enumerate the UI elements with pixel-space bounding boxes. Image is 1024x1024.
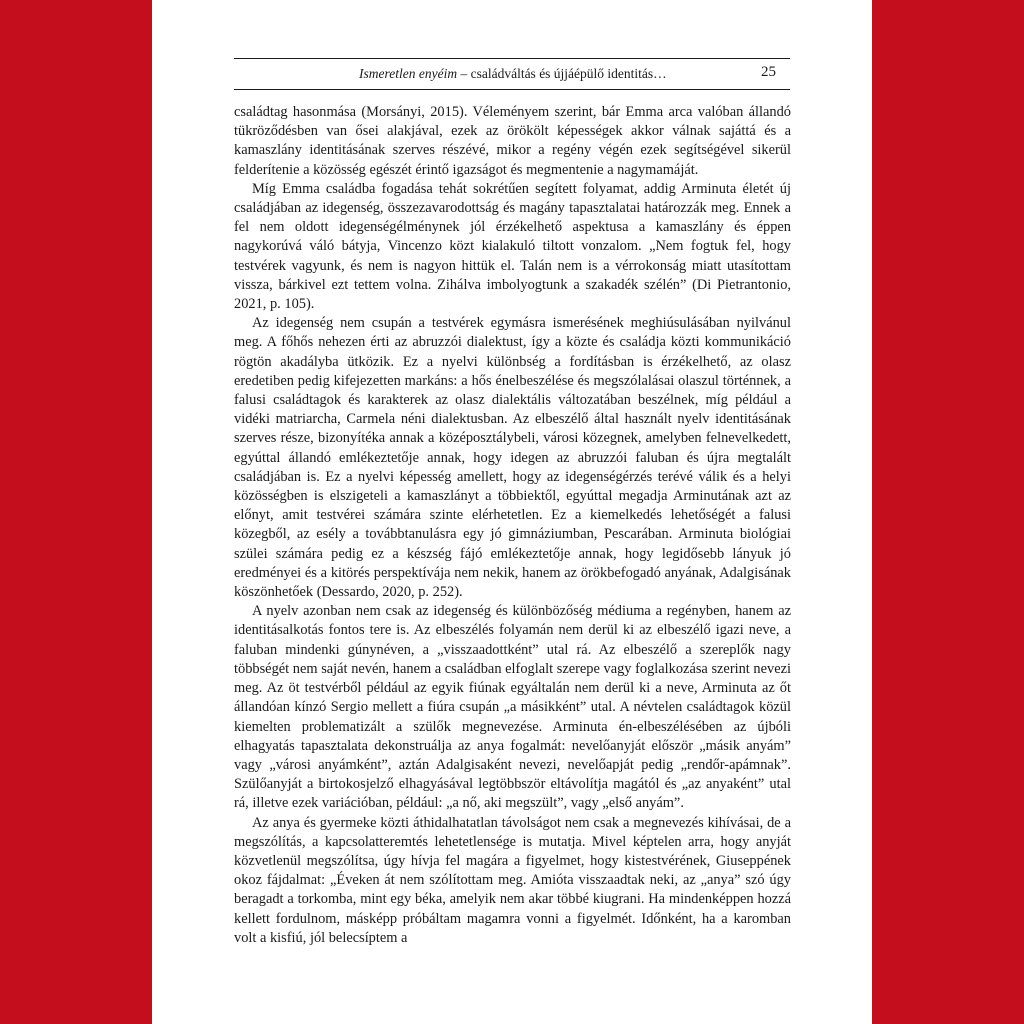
body-text <box>234 103 791 948</box>
book-page <box>152 0 872 1024</box>
right-red-band <box>872 0 1024 1024</box>
page-number: 25 <box>761 64 776 80</box>
paragraph: A nyelv azonban nem csak az idegenség és különbözőség médiuma a regényben, hanem az identitásalkotás fontos tere is. Az elbeszélés folyamán nem derül ki az elbeszélő igazi neve, a faluban mindenki gúnynéven, a „visszaadottként” utal rá. Az elbeszélő a szereplők nagy többségét nem saját nevén, hanem a családban elfoglalt szerepe vagy foglalkozása szerint nevezi meg. Az öt testvérből például az egyik fiúnak egyáltalán nem derül ki a neve, Arminuta az őt állandóan kínzó Sergio mellett a fiúra csupán „a másikként” utal. A névtelen családtagok közül kiemelten problematizált a szülők megnevezése. Arminuta én-elbeszélésében az újbóli elhagyatás tapasztalata dekonstruálja az anya fogalmát: nevelőanyját először „másik anyám” vagy „városi anyámként”, aztán Adalgisaként nevezi, nevelőapját pedig „rendőr-apámnak”. Szülőanyját a birtokosjelző elhagyásával legtöbbször eltávolítja magától és „az anyaként” utal rá, illetve ezek variációban, például: „a nő, aki megszült”, vagy „első anyám”. <box>234 603 791 812</box>
running-title-rest: – családváltás és újjáépülő identitás… <box>457 66 667 81</box>
paragraph: Az anya és gyermeke közti áthidalhatatlan távolságot nem csak a megnevezés kihívásai, de a megszólítás, a kapcsolatteremtés lehetetlensége is mutatja. Mivel képtelen arra, hogy anyját közvetlenül megszólítsa, úgy hívja fel magára a figyelmet, hogy kistestvérének, Giuseppének okoz fájdalmat: „Éveken át nem szólítottam meg. Amióta visszaadtak neki, az „anya” szó úgy beragadt a torkomba, mint egy béka, amelyik nem akar többé kiugrani. Ha mindenképpen hozzá kellett fordulnom, másképp próbáltam magamra vonni a figyelmét. Időnként, ha a karomban volt a kisfiú, jól belecsíptem a <box>234 814 791 946</box>
left-red-band <box>0 0 152 1024</box>
running-title <box>359 66 667 82</box>
running-title-italic: Ismeretlen enyéim <box>359 66 458 81</box>
paragraph: Az idegenség nem csupán a testvérek egymásra ismerésének meghiúsulásában nyilvánul meg. A főhős nehezen érti az abruzzói dialektust, így a közte és családja közti kommunikáció rögtön akadályba ütközik. Ez a nyelvi különbség a fordításban is érzékelhető, az olasz eredetiben pedig kifejezetten markáns: a hős énelbeszélése és megszólalásai olaszul történnek, a falusi családtagok és karakterek az olasz dialektális változatában beszélnek, míg például a vidéki matriarcha, Carmela néni dialektusban. Az elbeszélő által használt nyelv identitásának szerves része, bizonyítéka annak a középosztálybeli, városi közegnek, amelyben felnevelkedett, egyúttal állandó emlékeztetője annak, hogy idegen az abruzzói faluban és újra megtalált családjában is. Ez a nyelvi képesség amellett, hogy az idegenségérzés terévé válik és a helyi közösségben is elszigeteli a kamaszlányt a többiektől, egyúttal megadja Arminutának azt az előnyt, amit testvérei számára szinte elérhetetlen. Ez a kiemelkedés lehetőségét a falusi közegből, az esély a továbbtanulásra egy jó gimnáziumban, Pescarában. Arminuta biológiai szülei számára pedig ez a készség fájó emlékeztetője annak, hogy legidősebb lányuk jó eredményei és a kitörés perspektívája nem nekik, hanem az örökbefogadó anyának, Adalgisának köszönhetőek (Dessardo, 2020, p. 252). <box>234 315 791 601</box>
paragraph: Míg Emma családba fogadása tehát sokrétűen segített folyamat, addig Arminuta életét új családjában az idegenség, összezavarodottság és magány tapasztalatai határozzák meg. Ennek a fel nem oldott idegenségélménynek jól érzékelhető aspektusa a kamaszlány és éppen nagykorúvá váló bátyja, Vincenzo közt kialakuló tiltott vonzalom. „Nem fogtuk fel, hogy testvérek vagyunk, és nem is nagyon hittük el. Talán nem is a vérrokonság miatt utasítottam vissza, bárkivel ezt tettem volna. Zihálva imbolyogtunk a szakadék szélén” (Di Pietrantonio, 2021, p. 105). <box>234 180 791 313</box>
paragraph: családtag hasonmása (Morsányi, 2015). Véleményem szerint, bár Emma arca valóban állandó tükröződésben van ősei alakjával, ezek az örökölt képességek akkor válnak sajáttá és a kamaszlány identitásának szerves részévé, mikor a regény végén ezek segítségével sikerül felderítenie a közösség egészét érintő igazságot és megmentenie a nagymamáját. <box>234 104 791 178</box>
running-header <box>234 58 790 90</box>
